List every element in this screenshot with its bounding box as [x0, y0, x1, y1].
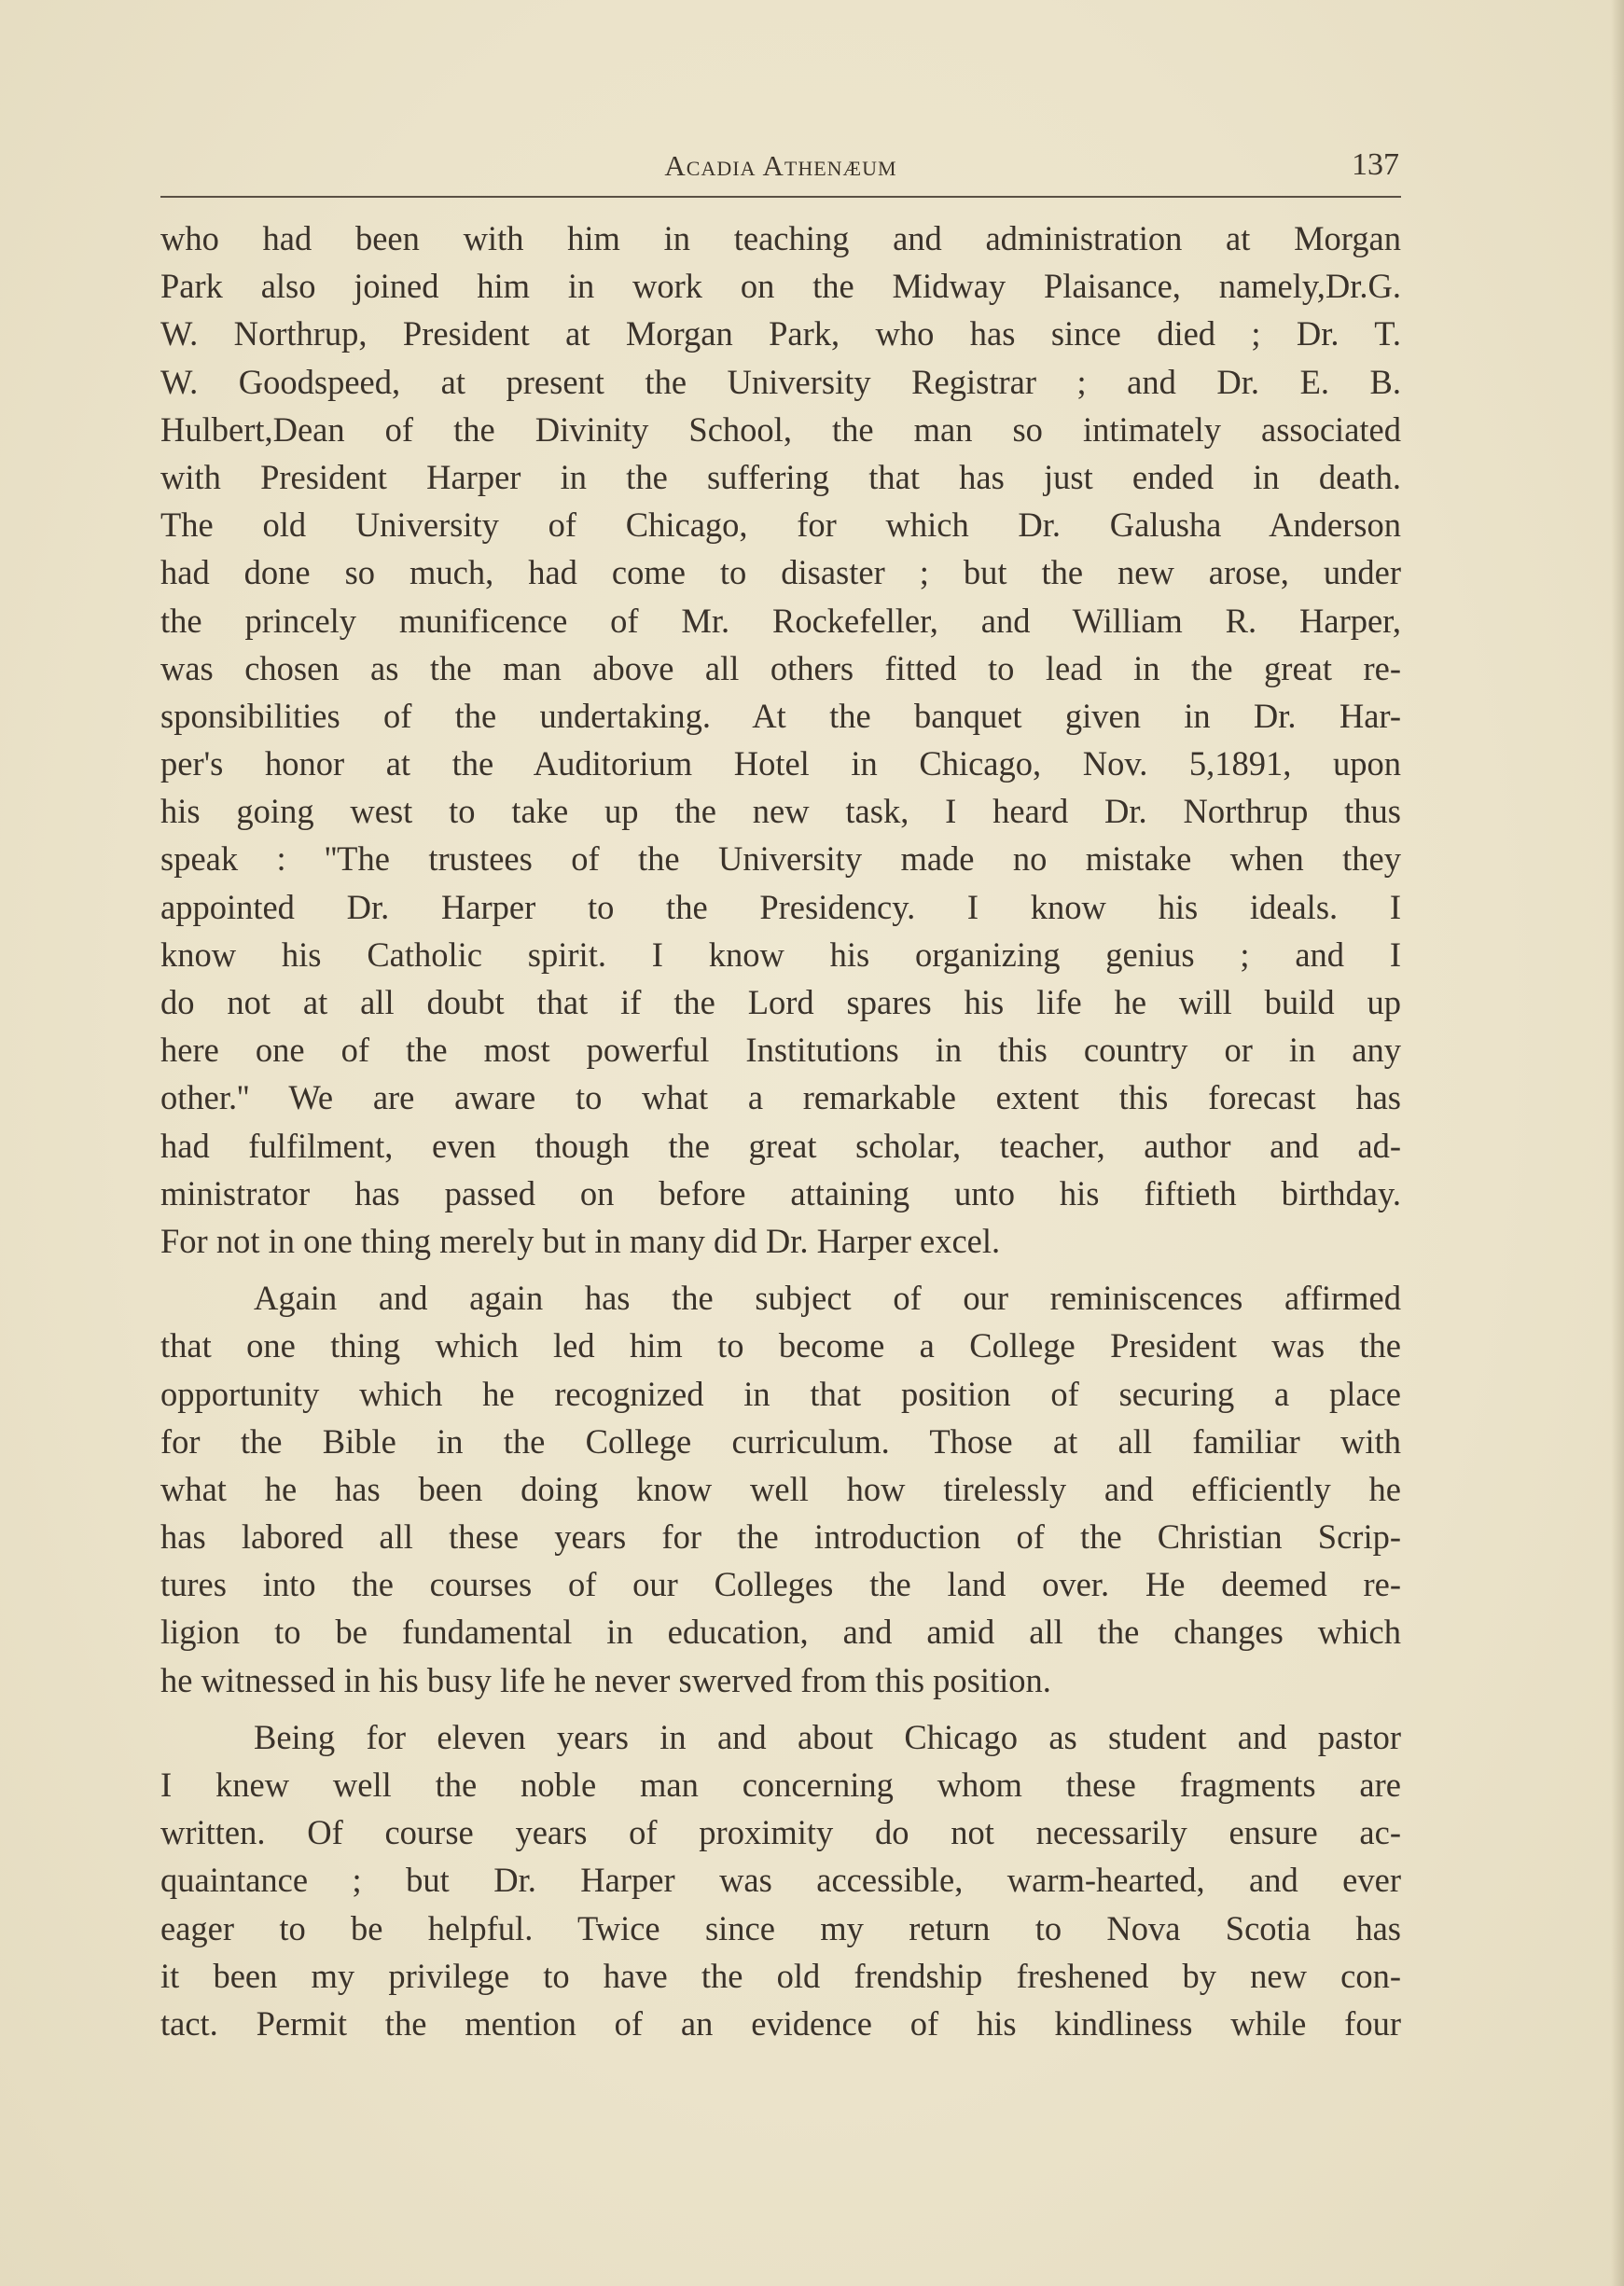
text-line: what he has been doing know well how tirelessly and efficiently he: [160, 1469, 1401, 1508]
text-line: eager to be helpful. Twice since my return to Nova Scotia has: [160, 1908, 1401, 1947]
text-line: appointed Dr. Harper to the Presidency. I know his ideals. I: [160, 887, 1401, 926]
text-line: speak : ''The trustees of the University made no mistake when they: [160, 839, 1401, 879]
text-line: other.'' We are aware to what a remarkable extent this forecast has: [160, 1078, 1401, 1117]
text-line: the princely munificence of Mr. Rockefeller, and William R. Harper,: [160, 601, 1401, 640]
text-line: ligion to be fundamental in education, and amid all the changes which: [160, 1613, 1401, 1652]
text-line: his going west to take up the new task, I heard Dr. Northrup thus: [160, 792, 1401, 831]
text-line: was chosen as the man above all others fitted to lead in the great re-: [160, 648, 1401, 687]
text-line: has labored all these years for the introduction of the Christian Scrip-: [160, 1517, 1401, 1557]
text-line: written. Of course years of proximity do not necessarily ensure ac-: [160, 1813, 1401, 1852]
paragraph: [160, 1274, 1401, 1704]
text-line: W. Goodspeed, at present the University Registrar ; and Dr. E. B.: [160, 362, 1401, 401]
page-number: 137: [1352, 147, 1399, 182]
text-line: tures into the courses of our Colleges the land over. He deemed re-: [160, 1565, 1401, 1604]
text-line: per's honor at the Auditorium Hotel in Chicago, Nov. 5,1891, upon: [160, 744, 1401, 783]
text-line: he witnessed in his busy life he never swerved from this position.: [160, 1660, 1051, 1699]
text-line: with President Harper in the suffering that has just ended in death.: [160, 457, 1401, 496]
text-line: who had been with him in teaching and administration at Morgan: [160, 219, 1401, 257]
text-line: ministrator has passed on before attaining unto his fiftieth birthday.: [160, 1173, 1401, 1212]
text-line: do not at all doubt that if the Lord spares his life he will build up: [160, 983, 1401, 1021]
text-line: it been my privilege to have the old frendship freshened by new con-: [160, 1956, 1401, 1995]
text-line: opportunity which he recognized in that position of securing a place: [160, 1374, 1401, 1413]
header-rule: [160, 196, 1401, 198]
text-line: Being for eleven years in and about Chicago as student and pastor: [254, 1717, 1401, 1756]
text-line: had done so much, had come to disaster ; but the new arose, under: [160, 553, 1401, 592]
text-line: I knew well the noble man concerning whom these fragments are: [160, 1766, 1401, 1804]
running-head: [162, 140, 1399, 187]
text-line: quaintance ; but Dr. Harper was accessible, warm-hearted, and ever: [160, 1861, 1401, 1900]
body-text: [160, 215, 1401, 2047]
text-line: For not in one thing merely but in many did Dr. Harper excel.: [160, 1221, 1001, 1260]
running-title: Acadia Athenæum: [664, 149, 897, 182]
paragraph: [160, 1713, 1401, 2047]
text-line: here one of the most powerful Institutions in this country or in any: [160, 1031, 1401, 1070]
text-line: Again and again has the subject of our reminiscences affirmed: [254, 1279, 1401, 1318]
text-line: sponsibilities of the undertaking. At the banquet given in Dr. Har-: [160, 696, 1401, 735]
paragraph: [160, 215, 1401, 1265]
text-line: that one thing which led him to become a College President was the: [160, 1326, 1401, 1365]
text-line: for the Bible in the College curriculum. Those at all familiar with: [160, 1421, 1401, 1461]
page-edge-shadow: [1611, 0, 1624, 2286]
text-line: Park also joined him in work on the Midway Plaisance, namely,Dr.G.: [160, 267, 1401, 306]
text-line: tact. Permit the mention of an evidence of his kindliness while four: [160, 2003, 1401, 2043]
text-line: had fulfilment, even though the great scholar, teacher, author and ad-: [160, 1126, 1401, 1165]
text-line: know his Catholic spirit. I know his organizing genius ; and I: [160, 935, 1401, 974]
text-line: Hulbert,Dean of the Divinity School, the man so intimately associated: [160, 409, 1401, 449]
text-line: W. Northrup, President at Morgan Park, who has since died ; Dr. T.: [160, 314, 1401, 353]
text-line: The old University of Chicago, for which Dr. Galusha Anderson: [160, 506, 1401, 545]
